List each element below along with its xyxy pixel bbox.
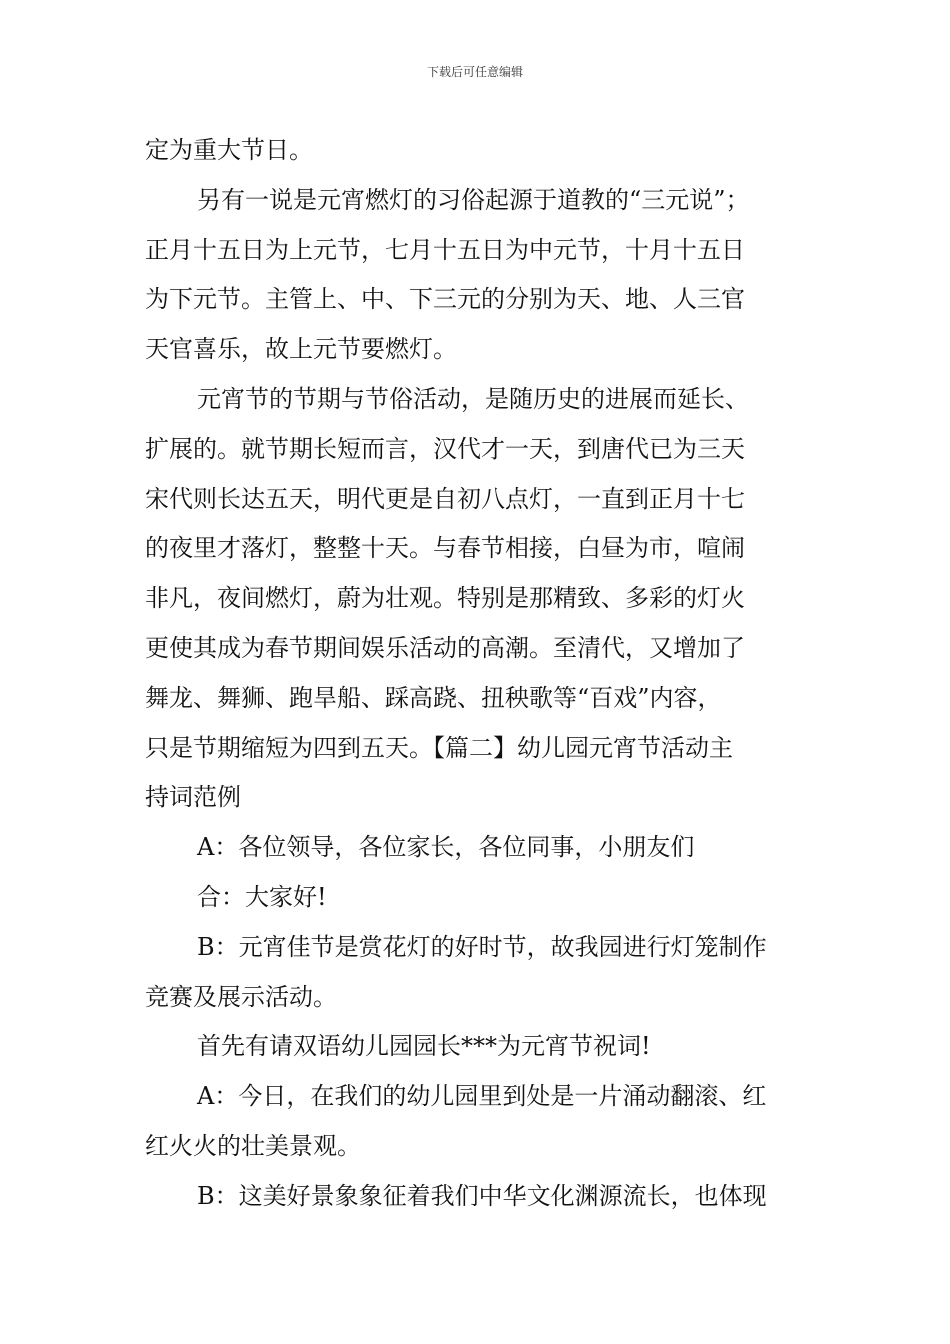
text-line: 为下元节。主管上、中、下三元的分别为天、地、人三官 (145, 285, 745, 314)
text-line: 竞赛及展示活动。 (145, 982, 337, 1011)
text-line: 持词范例 (145, 783, 241, 812)
text-line: 元宵节的节期与节俗活动，是随历史的进展而延长、 (197, 384, 749, 413)
dialogue-line: B：这美好景象象征着我们中华文化渊源流长，也体现 (197, 1181, 767, 1210)
text-line: 舞龙、舞狮、跑旱船、踩高跷、扭秧歌等“百戏”内容， (145, 683, 722, 712)
dialogue-line: A：今日，在我们的幼儿园里到处是一片涌动翻滚、红 (197, 1082, 767, 1111)
text-line: 正月十五日为上元节，七月十五日为中元节，十月十五日 (145, 235, 745, 264)
text-line: 更使其成为春节期间娱乐活动的高潮。至清代，又增加了 (145, 633, 745, 662)
text-line: 非凡，夜间燃灯，蔚为壮观。特别是那精致、多彩的灯火 (145, 584, 745, 613)
text-line: 的夜里才落灯，整整十天。与春节相接，白昼为市，喧闹 (145, 534, 745, 563)
text-line: 只是节期缩短为四到五天。【篇二】幼儿园元宵节活动主 (145, 733, 733, 762)
dialogue-line: 首先有请双语幼儿园园长***为元宵节祝词! (197, 1032, 651, 1061)
text-line: 扩展的。就节期长短而言，汉代才一天，到唐代已为三天 (145, 434, 745, 463)
document-body (145, 126, 810, 1222)
text-line: 定为重大节日。 (145, 136, 313, 164)
dialogue-line: 合：大家好! (197, 882, 327, 911)
text-line: 宋代则长达五天，明代更是自初八点灯，一直到正月十七 (145, 484, 745, 513)
text-line: 另有一说是元宵燃灯的习俗起源于道教的“三元说”； (197, 185, 750, 214)
dialogue-line: A：各位领导，各位家长，各位同事，小朋友们 (197, 833, 695, 862)
dialogue-line: B：元宵佳节是赏花灯的好时节，故我园进行灯笼制作 (197, 932, 767, 961)
text-line: 红火火的壮美景观。 (145, 1131, 361, 1160)
text-line: 天官喜乐，故上元节要燃灯。 (145, 335, 457, 364)
page-header-note: 下载后可任意编辑 (426, 65, 523, 79)
